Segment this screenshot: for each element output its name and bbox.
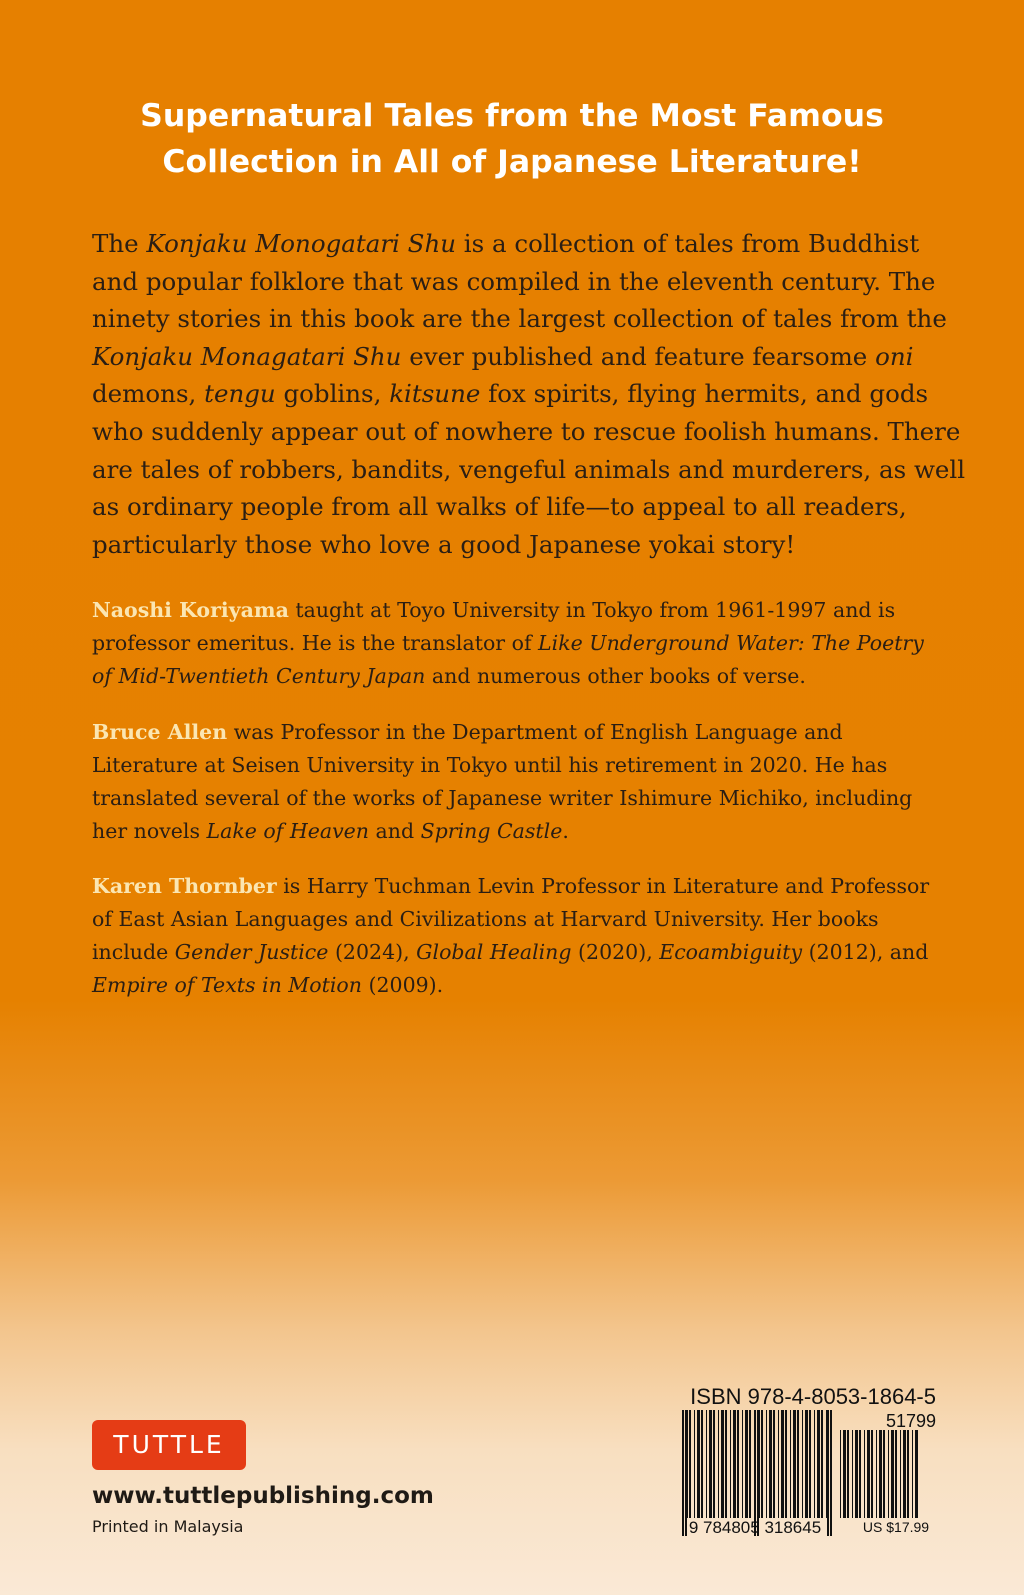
bio-line: [92, 627, 992, 660]
description-line: and popular folklore that was compiled in the eleventh century. The: [92, 266, 936, 296]
description-line: particularly those who love a good Japanese yokai story!: [92, 529, 796, 559]
author-name: Bruce Allen: [92, 720, 228, 744]
bio-line: Literature at Seisen University in Tokyo until his retirement in 2020. He has: [92, 753, 888, 777]
bio-line: [92, 716, 992, 749]
description-line: who suddenly appear out of nowhere to rescue foolish humans. There: [92, 416, 961, 446]
text-run: professor emeritus. He is the translator of: [92, 631, 539, 655]
book-title-italic: Konjaku Monogatari Shu: [146, 229, 456, 258]
price-code: 51799: [885, 1411, 936, 1431]
text-run: her novels: [92, 819, 207, 843]
book-title-italic: Lake of Heaven: [206, 819, 370, 843]
book-title-italic: Gender Justice: [174, 940, 329, 964]
text-run: demons,: [92, 379, 205, 409]
text-run: .: [562, 819, 569, 843]
term-italic: kitsune: [389, 379, 481, 409]
description-line: are tales of robbers, bandits, vengeful animals and murderers, as well: [92, 454, 966, 484]
bio-line: [92, 870, 992, 903]
text-run: (2020),: [571, 940, 660, 964]
book-title-italic: Global Healing: [416, 940, 572, 964]
translator-bio-allen: [92, 716, 992, 848]
text-run: is a collection of tales from Buddhist: [456, 229, 920, 258]
barcode-digits: 9 784805 318645: [688, 1518, 822, 1537]
introduction-author-bio-thornber: [92, 870, 992, 1002]
headline-line-1: Supernatural Tales from the Most Famous: [140, 98, 884, 134]
text-run: ever published and feature fearsome: [401, 341, 876, 371]
headline-line-2: Collection in All of Japanese Literature!: [162, 144, 862, 180]
text-run: include: [92, 940, 175, 964]
tuttle-logo: TUTTLE: [92, 1420, 246, 1470]
bio-line: [92, 594, 992, 627]
author-name: Naoshi Koriyama: [92, 598, 289, 622]
text-run: and: [369, 819, 421, 843]
description-line: as ordinary people from all walks of life—to appeal to all readers,: [92, 492, 907, 522]
description-line: [92, 375, 992, 413]
book-title-italic: Spring Castle: [420, 819, 563, 843]
book-title-italic: Konjaku Monagatari Shu: [92, 341, 402, 371]
text-run: (2024),: [328, 940, 417, 964]
text-run: (2009).: [361, 973, 444, 997]
description-line: [92, 225, 992, 263]
publisher-url[interactable]: www.tuttlepublishing.com: [92, 1483, 434, 1509]
text-run: goblins,: [275, 379, 390, 409]
book-title-italic: of Mid-Twentieth Century Japan: [92, 664, 426, 688]
description-line: ninety stories in this book are the largest collection of tales from the: [92, 304, 947, 334]
text-run: (2012), and: [802, 940, 929, 964]
text-run: was Professor in the Department of English Language and: [227, 720, 843, 744]
bio-line: of East Asian Languages and Civilizations at Harvard University. Her books: [92, 907, 879, 931]
text-run: is Harry Tuchman Levin Professor in Literature and Professor: [276, 874, 930, 898]
book-title-italic: Like Underground Water: The Poetry: [538, 631, 924, 655]
headline: [60, 93, 964, 185]
bio-line: translated several of the works of Japanese writer Ishimure Michiko, including: [92, 786, 913, 810]
book-title-italic: Empire of Texts in Motion: [92, 973, 362, 997]
bio-line: [92, 969, 992, 1002]
book-title-italic: Ecoambiguity: [659, 940, 803, 964]
term-italic: tengu: [204, 379, 276, 409]
term-italic: oni: [875, 341, 914, 371]
bio-line: [92, 936, 992, 969]
book-description: [92, 225, 992, 563]
printed-in-label: Printed in Malaysia: [92, 1517, 244, 1536]
text-run: taught at Toyo University in Tokyo from 1961-1997 and is: [288, 598, 896, 622]
text-run: fox spirits, flying hermits, and gods: [480, 379, 929, 409]
price-label: US $17.99: [862, 1519, 930, 1535]
text-run: and numerous other books of verse.: [425, 664, 806, 688]
bio-line: [92, 815, 992, 848]
author-name: Karen Thornber: [92, 874, 277, 898]
bio-line: [92, 660, 992, 693]
isbn-number: ISBN 978-4-8053-1864-5: [690, 1384, 936, 1409]
text-run: The: [92, 229, 147, 258]
translator-bio-koriyama: [92, 594, 992, 693]
description-line: [92, 338, 992, 376]
